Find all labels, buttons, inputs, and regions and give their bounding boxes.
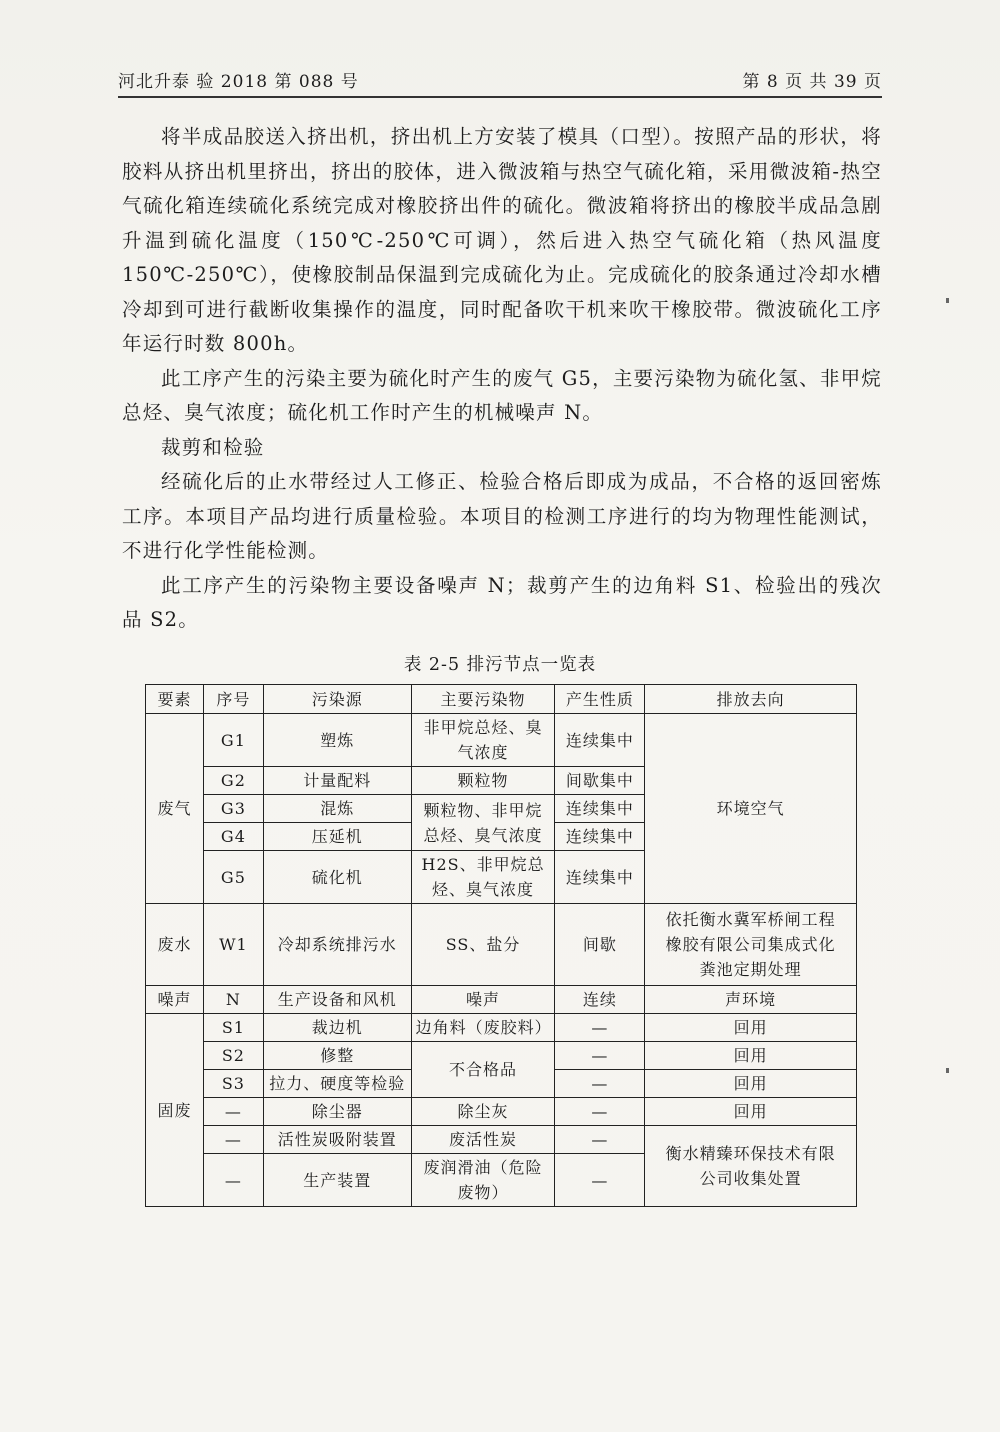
nature-cell: —: [555, 1154, 645, 1207]
pollutant-cell: 不合格品: [411, 1042, 555, 1098]
header-id: 序号: [203, 685, 263, 714]
id-cell: G5: [203, 851, 263, 904]
table-row: [146, 904, 857, 986]
source-cell: 混炼: [263, 795, 411, 823]
body-text: [122, 120, 882, 638]
table-header-row: [146, 685, 857, 714]
id-cell: G3: [203, 795, 263, 823]
nature-cell: 连续集中: [555, 714, 645, 767]
pollutant-cell: 颗粒物、非甲烷总烃、臭气浓度: [411, 795, 555, 851]
pollutant-cell: 边角料（废胶料）: [411, 1014, 555, 1042]
category-cell: 固废: [146, 1014, 204, 1207]
table-row: [146, 1042, 857, 1070]
source-cell: 冷却系统排污水: [263, 904, 411, 986]
id-cell: G1: [203, 714, 263, 767]
paragraph-extrusion-vulcanization: 将半成品胶送入挤出机，挤出机上方安装了模具（口型）。按照产品的形状，将胶料从挤出机里挤出，挤出的胶体，进入微波箱与热空气硫化箱，采用微波箱-热空气硫化箱连续硫化系统完成对橡胶挤出件的硫化。微波箱将挤出的橡胶半成品急剧升温到硫化温度（150℃-250℃可调），然后进入热空气硫化箱（热风温度 150℃-250℃），使橡胶制品保温到完成硫化为止。完成硫化的胶条通过冷却水槽冷却到可进行截断收集操作的温度，同时配备吹干机来吹干橡胶带。微波硫化工序年运行时数 800h。: [122, 125, 882, 355]
header-source: 污染源: [263, 685, 411, 714]
source-cell: 生产设备和风机: [263, 986, 411, 1014]
source-cell: 活性炭吸附装置: [263, 1126, 411, 1154]
header-element: 要素: [146, 685, 204, 714]
nature-cell: 连续集中: [555, 823, 645, 851]
discharge-nodes-table: [145, 684, 857, 1207]
table-caption: 表 2-5 排污节点一览表: [403, 655, 597, 675]
table-row: [146, 1014, 857, 1042]
destination-cell: 依托衡水冀军桥闸工程橡胶有限公司集成式化粪池定期处理: [645, 904, 857, 986]
id-cell: S1: [203, 1014, 263, 1042]
source-cell: 裁边机: [263, 1014, 411, 1042]
page-number: 第 8 页 共 39 页: [742, 72, 882, 92]
pollutant-cell: 废活性炭: [411, 1126, 555, 1154]
source-cell: 硫化机: [263, 851, 411, 904]
source-cell: 计量配料: [263, 767, 411, 795]
table-row: [146, 1126, 857, 1154]
destination-cell: 回用: [645, 1014, 857, 1042]
source-cell: 除尘器: [263, 1098, 411, 1126]
id-cell: N: [203, 986, 263, 1014]
table-row: [146, 714, 857, 767]
source-cell: 压延机: [263, 823, 411, 851]
section-heading-cutting-inspection: 裁剪和检验: [161, 435, 265, 459]
nature-cell: 间歇集中: [555, 767, 645, 795]
report-number: 河北升泰 验 2018 第 088 号: [118, 72, 359, 92]
table-row: [146, 986, 857, 1014]
scan-speck: [946, 1068, 949, 1073]
pollutant-cell: 废润滑油（危险废物）: [411, 1154, 555, 1207]
destination-cell: 回用: [645, 1098, 857, 1126]
id-cell: G2: [203, 767, 263, 795]
nature-cell: 连续集中: [555, 795, 645, 823]
nature-cell: 连续: [555, 986, 645, 1014]
table-row: [146, 1098, 857, 1126]
destination-cell: 声环境: [645, 986, 857, 1014]
nature-cell: —: [555, 1126, 645, 1154]
pollutant-cell: 非甲烷总烃、臭气浓度: [411, 714, 555, 767]
scan-speck: [946, 298, 949, 303]
destination-cell: 回用: [645, 1070, 857, 1098]
id-cell: —: [203, 1098, 263, 1126]
pollutant-cell: 除尘灰: [411, 1098, 555, 1126]
header-destination: 排放去向: [645, 685, 857, 714]
nature-cell: —: [555, 1014, 645, 1042]
id-cell: S3: [203, 1070, 263, 1098]
nature-cell: —: [555, 1042, 645, 1070]
nature-cell: —: [555, 1070, 645, 1098]
source-cell: 修整: [263, 1042, 411, 1070]
destination-cell: 回用: [645, 1042, 857, 1070]
id-cell: —: [203, 1154, 263, 1207]
category-cell: 废气: [146, 714, 204, 904]
pollutant-cell: H2S、非甲烷总烃、臭气浓度: [411, 851, 555, 904]
nature-cell: 间歇: [555, 904, 645, 986]
paragraph-inspection: 经硫化后的止水带经过人工修正、检验合格后即成为成品，不合格的返回密炼工序。本项目产品均进行质量检验。本项目的检测工序进行的均为物理性能测试，不进行化学性能检测。: [122, 470, 882, 562]
destination-cell: 衡水精臻环保技术有限公司收集处置: [645, 1126, 857, 1207]
header-pollutant: 主要污染物: [411, 685, 555, 714]
source-cell: 生产装置: [263, 1154, 411, 1207]
id-cell: S2: [203, 1042, 263, 1070]
header-nature: 产生性质: [555, 685, 645, 714]
paragraph-vulcanization-pollution: 此工序产生的污染主要为硫化时产生的废气 G5，主要污染物为硫化氢、非甲烷总烃、臭气浓度；硫化机工作时产生的机械噪声 N。: [122, 366, 882, 424]
pollutant-cell: 颗粒物: [411, 767, 555, 795]
id-cell: G4: [203, 823, 263, 851]
pollutant-cell: 噪声: [411, 986, 555, 1014]
paragraph-inspection-pollution: 此工序产生的污染物主要设备噪声 N；裁剪产生的边角料 S1、检验出的残次品 S2。: [122, 573, 882, 631]
id-cell: —: [203, 1126, 263, 1154]
source-cell: 塑炼: [263, 714, 411, 767]
nature-cell: 连续集中: [555, 851, 645, 904]
id-cell: W1: [203, 904, 263, 986]
nature-cell: —: [555, 1098, 645, 1126]
category-cell: 废水: [146, 904, 204, 986]
destination-cell: 环境空气: [645, 714, 857, 904]
pollutant-cell: SS、盐分: [411, 904, 555, 986]
page-header: [118, 62, 882, 98]
source-cell: 拉力、硬度等检验: [263, 1070, 411, 1098]
category-cell: 噪声: [146, 986, 204, 1014]
